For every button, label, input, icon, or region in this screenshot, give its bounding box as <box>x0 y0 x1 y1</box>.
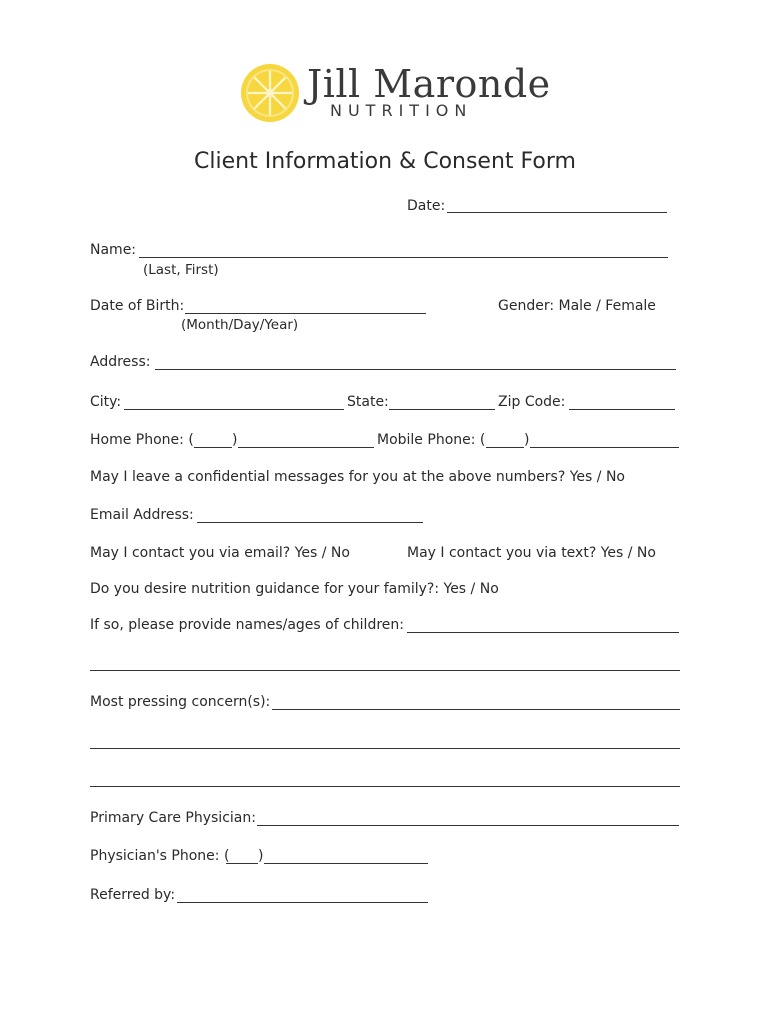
dob-hint: (Month/Day/Year) <box>181 317 299 333</box>
lemon-slice-icon <box>240 63 300 123</box>
home-phone-field[interactable] <box>238 447 374 448</box>
children-field[interactable] <box>407 632 679 633</box>
referred-label: Referred by: <box>90 887 176 903</box>
home-phone-paren: ) <box>232 432 238 448</box>
concerns-field[interactable] <box>272 709 680 710</box>
physician-area-code-field[interactable] <box>226 863 258 864</box>
dob-label: Date of Birth: <box>90 298 185 314</box>
brand-name: Jill Maronde <box>307 62 551 106</box>
mobile-phone-field[interactable] <box>530 447 679 448</box>
name-field[interactable] <box>139 257 668 258</box>
physician-field[interactable] <box>257 825 679 826</box>
dob-field[interactable] <box>185 313 426 314</box>
date-label: Date: <box>407 198 446 214</box>
logo <box>240 63 300 123</box>
mobile-phone-paren: ) <box>524 432 530 448</box>
physician-phone-paren: ) <box>258 848 264 864</box>
form-title: Client Information & Consent Form <box>194 149 576 174</box>
physician-phone-field[interactable] <box>264 863 428 864</box>
name-label: Name: <box>90 242 137 258</box>
concerns-label: Most pressing concern(s): <box>90 694 271 710</box>
mobile-area-code-field[interactable] <box>486 447 524 448</box>
physician-label: Primary Care Physician: <box>90 810 256 826</box>
email-label: Email Address: <box>90 507 194 523</box>
city-label: City: <box>90 394 122 410</box>
home-area-code-field[interactable] <box>194 447 232 448</box>
zip-field[interactable] <box>569 409 675 410</box>
name-hint: (Last, First) <box>143 262 219 278</box>
email-field[interactable] <box>197 522 423 523</box>
address-field[interactable] <box>155 369 676 370</box>
address-label: Address: <box>90 354 151 370</box>
concerns-field-line-3[interactable] <box>90 786 680 787</box>
confidential-message-question[interactable]: May I leave a confidential messages for you at the above numbers? Yes / No <box>90 469 625 485</box>
contact-email-question[interactable]: May I contact you via email? Yes / No <box>90 545 350 561</box>
physician-phone-label: Physician's Phone: ( <box>90 848 230 864</box>
children-field-line-2[interactable] <box>90 670 680 671</box>
family-guidance-question[interactable]: Do you desire nutrition guidance for your family?: Yes / No <box>90 581 499 597</box>
children-label: If so, please provide names/ages of children: <box>90 617 404 633</box>
contact-text-question[interactable]: May I contact you via text? Yes / No <box>407 545 656 561</box>
date-field[interactable] <box>447 212 667 213</box>
state-label: State: <box>347 394 389 410</box>
concerns-field-line-2[interactable] <box>90 748 680 749</box>
home-phone-label: Home Phone: ( <box>90 432 194 448</box>
zip-label: Zip Code: <box>498 394 566 410</box>
gender-question[interactable]: Gender: Male / Female <box>498 298 656 314</box>
mobile-phone-label: Mobile Phone: ( <box>377 432 486 448</box>
referred-field[interactable] <box>177 902 428 903</box>
brand-subtitle: NUTRITION <box>330 101 473 120</box>
city-field[interactable] <box>124 409 344 410</box>
state-field[interactable] <box>389 409 495 410</box>
